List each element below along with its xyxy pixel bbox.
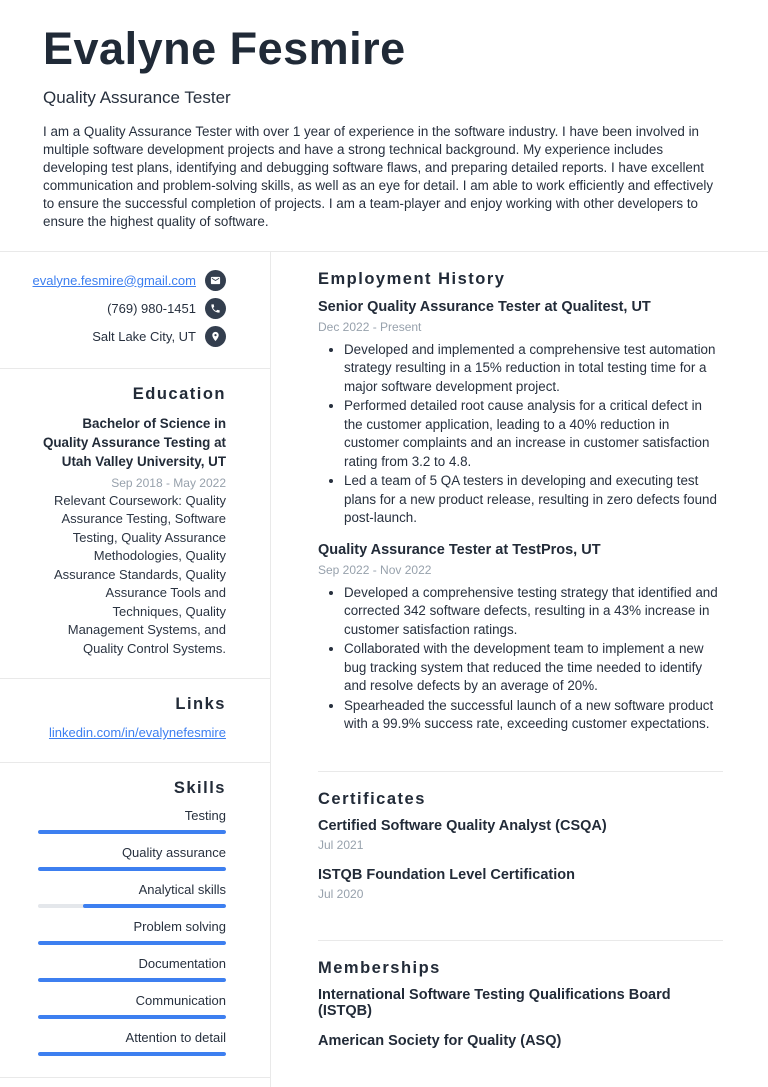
skill-bar-fill (38, 1052, 226, 1056)
link-row (38, 724, 226, 742)
skill-bar-fill (83, 904, 226, 908)
employment-section (318, 252, 723, 771)
job-title: Senior Quality Assurance Tester at Qualitest, UT (318, 298, 651, 315)
job-bullet: • Collaborated with the development team to implement a new bug tracking system that reduced the time needed to identify and resolve defects by an average of 20%. (344, 640, 723, 696)
certificates-heading: Certificates (318, 789, 426, 808)
candidate-name: Evalyne Fesmire (43, 23, 406, 74)
resume-header (0, 0, 768, 251)
pin-icon (205, 326, 226, 347)
skill-bar-track (38, 978, 226, 982)
certificates-section (318, 771, 723, 940)
job-bullet: • Developed a comprehensive testing strategy that identified and corrected 342 software defects, resulting in a 43% increase in customer satisfaction ratings. (344, 584, 723, 640)
job-bullet: • Performed detailed root cause analysis for a critical defect in the customer application, leading to a 40% reduction in customer complaints and an increase in customer satisfaction rating from 3.2 to 4.8. (344, 397, 723, 471)
membership-entry: American Society for Quality (ASQ) (318, 1032, 562, 1049)
memberships-heading: Memberships (318, 958, 441, 977)
skill-bar-fill (38, 1015, 226, 1019)
links-section (0, 679, 270, 763)
links-heading: Links (175, 695, 226, 713)
employment-heading: Employment History (318, 269, 506, 288)
contact-section (0, 252, 270, 369)
job-dates: Dec 2022 - Present (318, 319, 422, 334)
sidebar (0, 252, 271, 1087)
certificate-date: Jul 2020 (318, 886, 364, 901)
memberships-section (318, 940, 723, 1087)
skill-label: Analytical skills (138, 882, 226, 897)
skill-label: Communication (135, 993, 226, 1008)
job-bullet: • Spearheaded the successful launch of a new software product with a 99.9% success rate, exceeding customer expectations. (344, 697, 723, 734)
location-text: Salt Lake City, UT (92, 328, 196, 344)
email-link[interactable]: evalyne.fesmire@gmail.com (32, 272, 196, 288)
job-bullet-list (318, 584, 723, 734)
skill-item (38, 882, 226, 908)
contact-location-row (38, 326, 226, 347)
job-dates: Sep 2022 - Nov 2022 (318, 562, 432, 577)
job-entry (318, 541, 723, 734)
job-bullet: • Led a team of 5 QA testers in developing and executing test plans for a new product release, resulting in zero defects found post-launch. (344, 472, 723, 528)
skill-bar-fill (38, 830, 226, 834)
skill-label: Quality assurance (121, 845, 226, 860)
job-title: Quality Assurance Tester at TestPros, UT (318, 541, 601, 558)
phone-icon (205, 298, 226, 319)
resume-body (0, 251, 768, 1087)
skill-bar-fill (38, 867, 226, 871)
skill-bar-track (38, 867, 226, 871)
education-degree: Bachelor of Science in Quality Assurance Testing at Utah Valley University, UT (42, 415, 226, 469)
education-description: Relevant Coursework: Quality Assurance Testing, Software Testing, Quality Assurance Methodologies, Quality Assurance Standards, Quality Assurance Tools and Techniques, Quality Management Systems, and Quality Control Systems. (54, 492, 226, 656)
skill-item (38, 956, 226, 982)
skill-bar-track (38, 830, 226, 834)
skill-item (38, 919, 226, 945)
membership-entry: International Software Testing Qualifications Board (ISTQB) (318, 986, 671, 1019)
skill-item (38, 1030, 226, 1056)
skill-label: Problem solving (133, 919, 226, 934)
mail-icon (205, 270, 226, 291)
job-entry (318, 298, 723, 528)
skill-label: Attention to detail (125, 1030, 226, 1045)
education-heading: Education (132, 384, 226, 403)
skill-bar-track (38, 904, 226, 908)
candidate-title: Quality Assurance Tester (43, 87, 231, 107)
skill-bar-fill (38, 978, 226, 982)
skill-label: Testing (184, 808, 226, 823)
certificate-entry (318, 818, 723, 852)
education-section (0, 369, 270, 680)
main-column (271, 252, 768, 1087)
certificate-title: ISTQB Foundation Level Certification (318, 866, 575, 883)
skill-bar-track (38, 1052, 226, 1056)
contact-phone-row (38, 298, 226, 319)
skill-item (38, 845, 226, 871)
education-dates: Sep 2018 - May 2022 (111, 475, 226, 490)
job-bullet-list (318, 341, 723, 528)
linkedin-link[interactable]: linkedin.com/in/evalynefesmire (48, 725, 226, 740)
skill-label: Documentation (138, 956, 226, 971)
skill-bar-track (38, 1015, 226, 1019)
skills-heading: Skills (173, 779, 226, 797)
skills-section (0, 763, 270, 1078)
phone-number: (769) 980-1451 (107, 300, 196, 316)
contact-email-row (32, 270, 226, 291)
skill-item (38, 993, 226, 1019)
certificate-date: Jul 2021 (318, 837, 364, 852)
skill-item (38, 808, 226, 834)
certificate-title: Certified Software Quality Analyst (CSQA) (318, 817, 607, 834)
job-bullet: • Developed and implemented a comprehensive test automation strategy resulting in a 15% reduction in total testing time for a major software development project. (344, 341, 723, 397)
certificate-entry (318, 867, 723, 901)
skill-bar-track (38, 941, 226, 945)
skill-bar-fill (38, 941, 226, 945)
profile-summary: I am a Quality Assurance Tester with over 1 year of experience in the software industry. I have been involved in multiple software development projects and have a strong technical background. My experience includes developing test plans, identifying and debugging software flaws, and preparing detailed reports. I have excellent communication and problem-solving skills, as well as an eye for detail. I am able to work efficiently and effectively to ensure the successful completion of projects. I am a team-player and enjoy working with other developers to ensure the highest quality of software. (43, 123, 714, 229)
